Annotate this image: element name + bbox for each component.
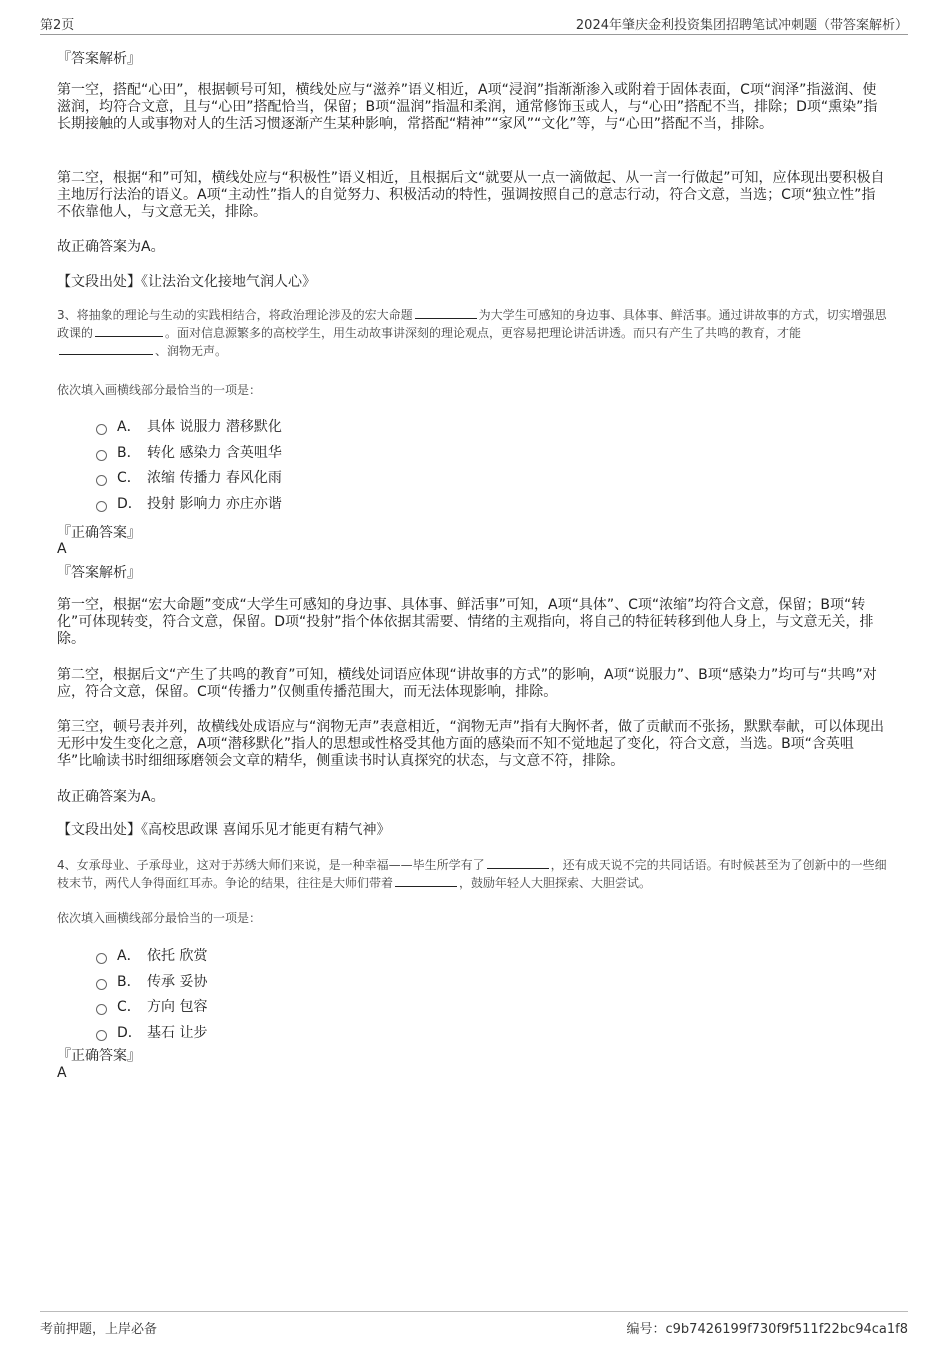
q3-analysis-paragraph-1: 第一空，根据“宏大命题”变成“大学生可感知的身边事、具体事、鲜活事”可知，A项“具体”、C项“浓缩”均符合文意，保留；B项“转化”可体现转变，符合文意，保留。D项“投射”指个体依据其需要、情绪的主观指向，将自己的特征转移到他人身上，与文意无关，排除。 xyxy=(57,597,874,647)
q3-correct-label: 『正确答案』 xyxy=(57,525,141,541)
q4-option-c[interactable]: C． 方向 包容 xyxy=(96,996,207,1016)
q3-correct-answer: A xyxy=(57,541,67,557)
q4-stem-part-3: ，鼓励年轻人大胆探索、大胆尝试。 xyxy=(459,876,652,890)
q3-stem-part-4: 、润物无声。 xyxy=(155,344,228,358)
radio-icon[interactable] xyxy=(96,1030,107,1041)
radio-icon[interactable] xyxy=(96,1004,107,1015)
radio-icon[interactable] xyxy=(96,979,107,990)
footer-slogan: 考前押题，上岸必备 xyxy=(40,1322,158,1337)
q3-stem xyxy=(57,306,889,360)
radio-icon[interactable] xyxy=(96,450,107,461)
q2-analysis-paragraph-2: 第二空，根据“和”可知，横线处应与“积极性”语义相近，且根据后文“就要从一点一滴做起、从一言一行做起”可知，应体现出要积极自主地厉行法治的语义。A项“主动性”指人的自觉努力、积极活动的特性，强调按照自己的意志行动，符合文意，当选；C项“独立性”指不依靠他人，与文意无关，排除。 xyxy=(57,170,885,220)
q3-stem-part-3: 。面对信息源繁多的高校学生，用生动故事讲深刻的理论观点，更容易把理论讲活讲透。而只有产生了共鸣的教育，才能 xyxy=(165,326,802,340)
q3-blank-2 xyxy=(95,324,163,337)
q4-option-b[interactable]: B． 传承 妥协 xyxy=(96,971,207,991)
radio-icon[interactable] xyxy=(96,475,107,486)
q3-analysis-label: 『答案解析』 xyxy=(57,565,141,581)
q2-source: 【文段出处】《让法治文化接地气润人心》 xyxy=(57,274,316,290)
q2-analysis-paragraph-1: 第一空，搭配“心田”，根据顿号可知，横线处应与“滋养”语义相近，A项“浸润”指渐渐渗入或附着于固体表面，C项“润泽”指滋润、使滋润，均符合文意，且与“心田”搭配恰当，保留；B项“温润”指温和柔润，通常修饰玉或人，与“心田”搭配不当，排除；D项“熏染”指长期接触的人或事物对人的生活习惯逐渐产生某种影响，常搭配“精神”“家风”“文化”等，与“心田”搭配不当，排除。 xyxy=(57,82,878,132)
document-title: 2024年肇庆金利投资集团招聘笔试冲刺题（带答案解析） xyxy=(575,18,908,33)
radio-icon[interactable] xyxy=(96,501,107,512)
q3-option-d[interactable]: D． 投射 影响力 亦庄亦谐 xyxy=(96,493,282,513)
q3-option-c[interactable]: C． 浓缩 传播力 春风化雨 xyxy=(96,467,282,487)
page-footer xyxy=(40,1311,908,1336)
q3-blank-3 xyxy=(59,342,153,355)
q4-blank-1 xyxy=(487,856,549,869)
q3-blank-1 xyxy=(415,306,477,319)
q4-correct-label: 『正确答案』 xyxy=(57,1048,141,1064)
q4-option-a[interactable]: A． 依托 欣赏 xyxy=(96,945,207,965)
q4-option-d[interactable]: D． 基石 让步 xyxy=(96,1022,207,1042)
q3-prompt: 依次填入画横线部分最恰当的一项是： xyxy=(57,383,262,397)
q2-conclusion: 故正确答案为A。 xyxy=(57,239,165,255)
q3-analysis-paragraph-2: 第二空，根据后文“产生了共鸣的教育”可知，横线处词语应体现“讲故事的方式”的影响，A项“说服力”、B项“感染力”均可与“共鸣”对应，符合文意，保留。C项“传播力”仅侧重传播范围大，而无法体现影响，排除。 xyxy=(57,667,877,700)
q3-analysis-paragraph-3: 第三空，顿号表并列，故横线处成语应与“润物无声”表意相近，“润物无声”指有大胸怀者，做了贡献而不张扬，默默奉献，可以体现出无形中发生变化之意，A项“潜移默化”指人的思想或性格受其他方面的感染而不知不觉地起了变化，符合文意，当选。B项“含英咀华”比喻读书时细细琢磨领会文章的精华，侧重读书时认真探究的状态，与文意不符，排除。 xyxy=(57,719,885,769)
q3-stem-part-1: 3、将抽象的理论与生动的实践相结合，将政治理论涉及的宏大命题 xyxy=(57,308,413,322)
q3-conclusion: 故正确答案为A。 xyxy=(57,789,165,805)
q4-stem-part-1: 4、女承母业、子承母业，这对于苏绣大师们来说，是一种幸福——毕生所学有了 xyxy=(57,858,485,872)
q4-stem xyxy=(57,856,889,892)
radio-icon[interactable] xyxy=(96,953,107,964)
q4-blank-2 xyxy=(395,874,457,887)
page-number: 第2页 xyxy=(40,18,75,33)
document-id: 编号：c9b7426199f730f9f511f22bc94ca1f8 xyxy=(626,1322,908,1337)
q3-source: 【文段出处】《高校思政课 喜闻乐见才能更有精气神》 xyxy=(57,822,391,838)
q4-stem-part-2: ，还有成天说不完的共同话语。有时候甚至为了创新中的一些细枝末节，两代人争得面红耳赤。争论的结果，往往是大师们带着 xyxy=(57,858,887,890)
q2-analysis-label: 『答案解析』 xyxy=(57,51,141,67)
q4-prompt: 依次填入画横线部分最恰当的一项是： xyxy=(57,911,262,925)
page-header xyxy=(40,12,908,35)
q4-correct-answer: A xyxy=(57,1065,67,1081)
radio-icon[interactable] xyxy=(96,424,107,435)
q3-option-b[interactable]: B． 转化 感染力 含英咀华 xyxy=(96,442,282,462)
q3-option-a[interactable]: A． 具体 说服力 潜移默化 xyxy=(96,416,282,436)
q3-stem-part-2: 为大学生可感知的身边事、具体事、鲜活事。通过讲故事的方式，切实增强思政课的 xyxy=(57,308,887,340)
